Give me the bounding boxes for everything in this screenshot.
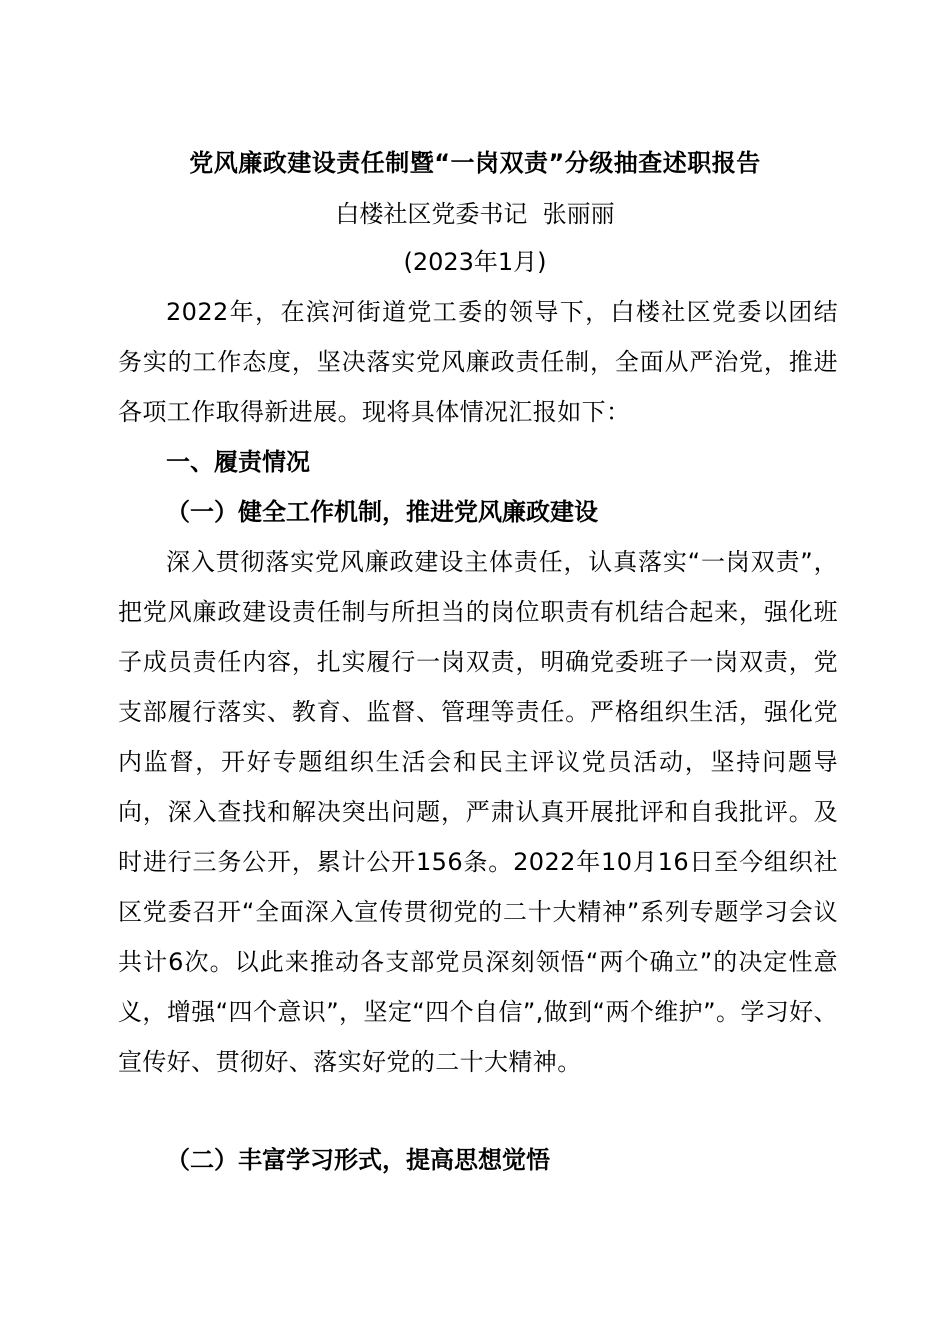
document-date: (2023年1月) [403, 248, 547, 276]
intro-paragraph: 2022年，在滨河街道党工委的领导下，白楼社区党委以团结务实的工作态度，坚决落实党风廉政责任制，全面从严治党，推进各项工作取得新进展。现将具体情况汇报如下： [118, 298, 838, 426]
section-heading-1: 一、履责情况 [166, 448, 310, 476]
document-title: 党风廉政建设责任制暨“一岗双责”分级抽查述职报告 [189, 149, 761, 177]
subsection-heading-1: （一）健全工作机制，推进党风廉政建设 [166, 498, 598, 526]
document-author: 白楼社区党委书记 张丽丽 [335, 200, 615, 228]
subsection-1-body: 深入贯彻落实党风廉政建设主体责任，认真落实“一岗双责”，把党风廉政建设责任制与所担当的岗位职责有机结合起来，强化班子成员责任内容，扎实履行一岗双责，明确党委班子一岗双责，党支部履行落实、教育、监督、管理等责任。严格组织生活，强化党内监督，开好专题组织生活会和民主评议党员活动，坚持问题导向，深入查找和解决突出问题，严肃认真开展批评和自我批评。及时进行三务公开，累计公开156条。2022年10月16日至今组织社区党委召开“全面深入宣传贯彻党的二十大精神”系列专题学习会议共计6次。以此来推动各支部党员深刻领悟“两个确立”的决定性意义，增强“四个意识”，坚定“四个自信”,做到“两个维护”。学习好、宣传好、贯彻好、落实好党的二十大精神。 [118, 548, 838, 1076]
subsection-heading-2: （二）丰富学习形式，提高思想觉悟 [166, 1146, 550, 1174]
